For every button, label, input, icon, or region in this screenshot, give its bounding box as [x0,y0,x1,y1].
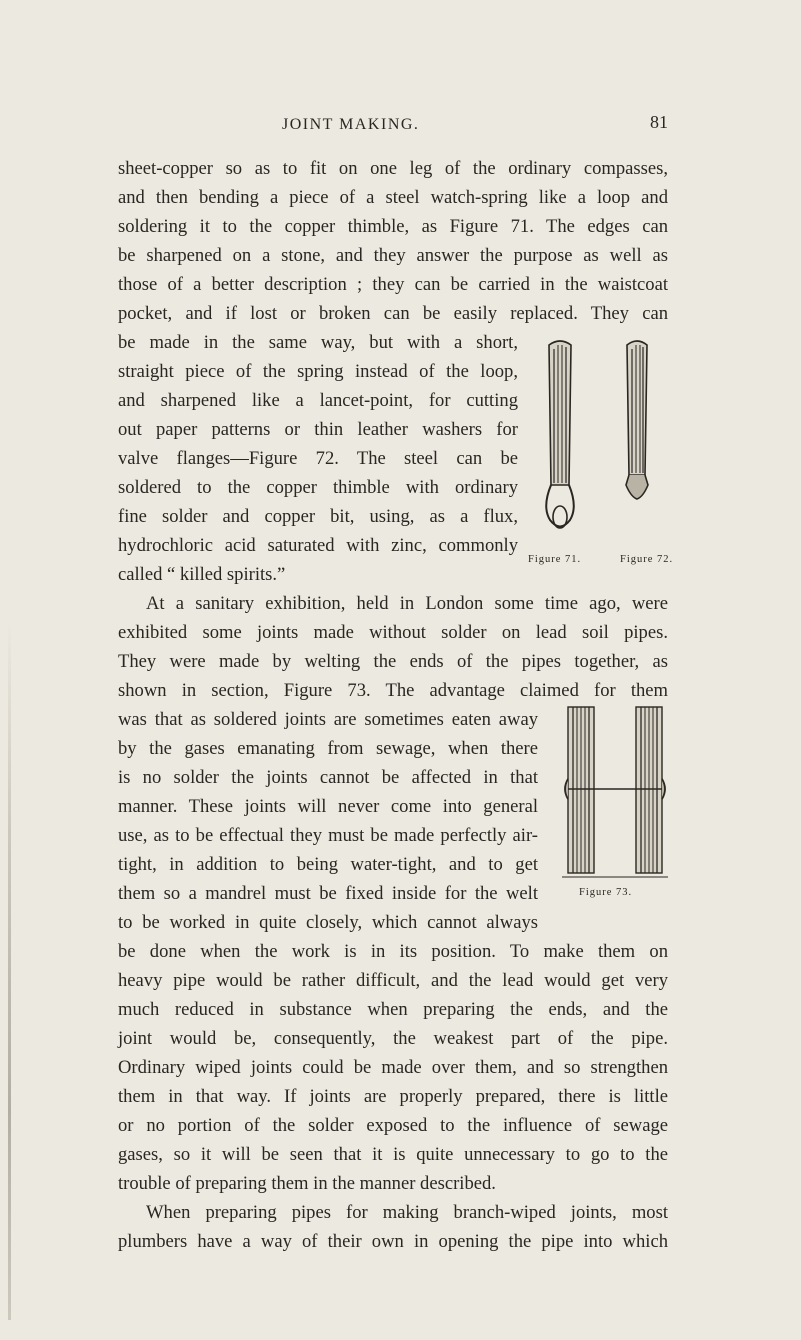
text-line: trouble of preparing them in the manner described. [118,1173,496,1194]
figure-71-tool-drawing [540,335,580,535]
text-line: Ordinary wiped joints could be made over them, and so strengthen [118,1057,668,1078]
figure-72-caption: Figure 72. [620,554,674,565]
text-line: manner. These joints will never come into general [118,796,538,817]
text-line: At a sanitary exhibition, held in London some time ago, were [146,593,668,614]
text-line: them so a mandrel must be fixed inside for the welt [118,883,538,904]
page-header [0,112,801,140]
text-line: tight, in addition to being water-tight, and to get [118,854,538,875]
text-line: much reduced in substance when preparing the ends, and the [118,999,668,1020]
text-line: or no portion of the solder exposed to the influence of sewage [118,1115,668,1136]
text-line: by the gases emanating from sewage, when there [118,738,538,759]
text-line: heavy pipe would be rather difficult, and the lead would get very [118,970,668,991]
text-line: and then bending a piece of a steel watch-spring like a loop and [118,187,668,208]
text-line: soldering it to the copper thimble, as Figure 71. The edges can [118,216,668,237]
text-line: be made in the same way, but with a short, [118,332,518,353]
binding-shadow [8,620,11,1320]
text-line: to be worked in quite closely, which cannot always [118,912,538,933]
text-line: valve flanges—Figure 72. The steel can be [118,448,518,469]
text-line: joint would be, consequently, the weakest part of the pipe. [118,1028,668,1049]
text-line: pocket, and if lost or broken can be easily replaced. They can [118,303,668,324]
text-line: exhibited some joints made without solder on lead soil pipes. [118,622,668,643]
text-line: sheet-copper so as to fit on one leg of the ordinary compasses, [118,158,668,179]
text-line: was that as soldered joints are sometimes eaten away [118,709,538,730]
text-line: be sharpened on a stone, and they answer the purpose as well as [118,245,668,266]
text-line: them in that way. If joints are properly prepared, there is little [118,1086,668,1107]
text-line: those of a better description ; they can be carried in the waistcoat [118,274,668,295]
figure-73-caption: Figure 73. [579,887,633,898]
text-line: use, as to be effectual they must be made perfectly air- [118,825,538,846]
text-line: They were made by welting the ends of the pipes together, as [118,651,668,672]
text-line: straight piece of the spring instead of the loop, [118,361,518,382]
text-line: and sharpened like a lancet-point, for cutting [118,390,518,411]
figure-71-caption: Figure 71. [528,554,582,565]
text-line: hydrochloric acid saturated with zinc, commonly [118,535,518,556]
text-line: is no solder the joints cannot be affected in that [118,767,538,788]
figure-72-tool-drawing [619,335,655,505]
running-head: JOINT MAKING. [282,116,420,133]
text-line: shown in section, Figure 73. The advantage claimed for them [118,680,668,701]
figure-73-welted-joint-section [562,703,668,883]
page-number: 81 [650,112,668,132]
text-line: out paper patterns or thin leather washers for [118,419,518,440]
text-line: be done when the work is in its position. To make them on [118,941,668,962]
text-line: gases, so it will be seen that it is quite unnecessary to go to the [118,1144,668,1165]
text-line: When preparing pipes for making branch-wiped joints, most [146,1202,668,1223]
text-line: plumbers have a way of their own in opening the pipe into which [118,1231,668,1252]
text-line: called “ killed spirits.” [118,564,286,585]
text-line: soldered to the copper thimble with ordinary [118,477,518,498]
text-line: fine solder and copper bit, using, as a flux, [118,506,518,527]
